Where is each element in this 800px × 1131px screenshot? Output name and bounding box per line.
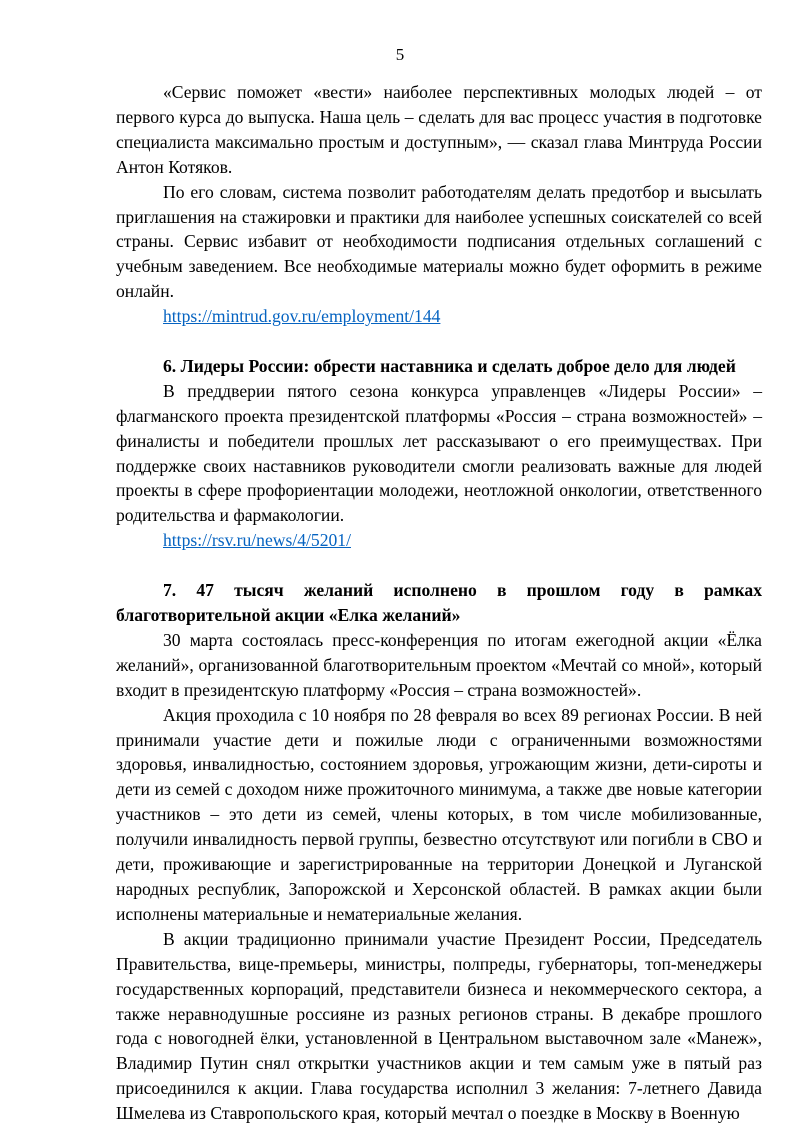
- section-7-paragraph-participants: Акция проходила с 10 ноября по 28 февраля во всех 89 регионах России. В ней принимали участие дети и пожилые люди с ограниченными возможностями здоровья, инвалидностью, состоянием здоровья, угрожающим жизни, дети-сироты и дети из семей с доходом ниже прожиточного минимума, а также две новые категории участников – это дети из семей, члены которых, в том числе мобилизованные, получили инвалидность первой группы, безвестно отсутствуют или погибли в СВО и дети, проживающие и зарегистрированные на территории Донецкой и Луганской народных республик, Запорожской и Херсонской областей. В рамках акции были исполнены материальные и нематериальные желания.: [116, 704, 762, 924]
- section-7-paragraph-press: 30 марта состоялась пресс-конференция по итогам ежегодной акции «Ёлка желаний», организованной благотворительным проектом «Мечтай со мной», который входит в президентскую платформу «Россия – страна возможностей».: [116, 629, 762, 700]
- intro-system-paragraph: По его словам, система позволит работодателям делать предотбор и высылать приглашения на стажировки и практики для наиболее успешных соискателей со всей страны. Сервис избавит от необходимости подписания отдельных соглашений с учебным заведением. Все необходимые материалы можно будет оформить в режиме онлайн.: [116, 181, 762, 302]
- section-spacer: [116, 329, 762, 354]
- section-7-heading: 7. 47 тысяч желаний исполнено в прошлом году в рамках благотворительной акции «Елка желаний»: [116, 580, 762, 625]
- page-number: 5: [395, 45, 405, 64]
- mintrud-link[interactable]: https://mintrud.gov.ru/employment/144: [163, 306, 441, 327]
- rsv-link[interactable]: https://rsv.ru/news/4/5201/: [163, 530, 351, 551]
- section-spacer: [116, 553, 762, 578]
- document-body: [116, 80, 762, 1126]
- section-7-paragraph-president: В акции традиционно принимали участие Президент России, Председатель Правительства, вице-премьеры, министры, полпреды, губернаторы, топ-менеджеры государственных корпораций, представители бизнеса и некоммерческого сектора, а также неравнодушные россияне из разных регионов страны. В декабре прошлого года с новогодней ёлки, установленной в Центральном выставочном зале «Манеж», Владимир Путин снял открытки участников акции и тем самым уже в пятый раз присоединился к акции. Глава государства исполнил 3 желания: 7-летнего Давида Шмелева из Ставропольского края, который мечтал о поездке в Москву в Военную: [116, 928, 762, 1124]
- intro-quote-paragraph: «Сервис поможет «вести» наиболее перспективных молодых людей – от первого курса до выпуска. Наша цель – сделать для вас процесс участия в подготовке специалиста максимально простым и доступным», — сказал глава Минтруда России Антон Котяков.: [116, 82, 762, 177]
- section-6-paragraph: В преддверии пятого сезона конкурса управленцев «Лидеры России» – флагманского проекта президентской платформы «Россия – страна возможностей» – финалисты и победители прошлых лет рассказывают о его преимуществах. При поддержке своих наставников руководители смогли реализовать важные для людей проекты в сфере профориентации молодежи, неотложной онкологии, ответственного родительства и фармакологии.: [116, 380, 762, 526]
- section-6-heading: 6. Лидеры России: обрести наставника и сделать доброе дело для людей: [163, 355, 736, 376]
